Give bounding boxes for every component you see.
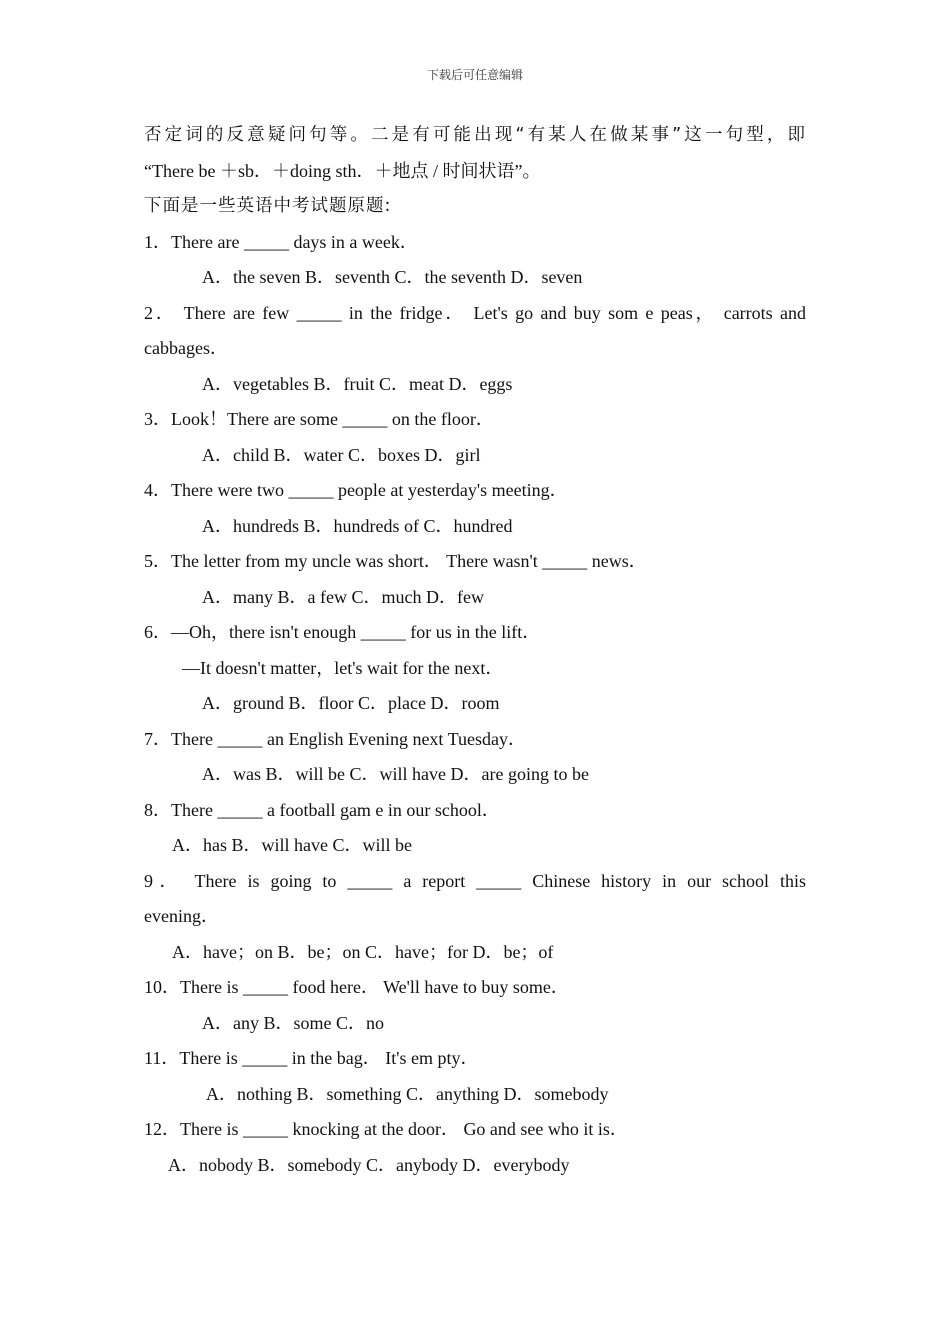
- question-2-stem: 2． There are few _____ in the fridge． Let's go and buy som e peas， carrots and: [144, 302, 806, 323]
- question-5-options: A．many B．a few C．much D．few: [202, 586, 484, 607]
- question-11-stem: 11．There is _____ in the bag． It's em pty．: [144, 1048, 479, 1068]
- question-10-options: A．any B．some C．no: [202, 1012, 384, 1033]
- question-3-options: A．child B．water C．boxes D．girl: [202, 444, 481, 465]
- question-11-options: A．nothing B．something C．anything D．somebody: [206, 1083, 609, 1104]
- question-2-stem-cont: cabbages．: [144, 338, 228, 358]
- intro-line-2: “There be ＋sb．＋doing sth．＋地点 / 时间状语”。: [144, 160, 541, 181]
- question-7-options: A．was B．will be C．will have D．are going to be: [202, 764, 589, 784]
- question-9-stem: 9． There is going to _____ a report _____ Chinese history in our school this: [144, 870, 806, 891]
- intro-line-1: 否定词的反意疑问句等。二是有可能出现“有某人在做某事”这一句型，即: [144, 125, 806, 145]
- question-12-options: A．nobody B．somebody C．anybody D．everybody: [168, 1154, 570, 1175]
- question-9-stem-cont: evening．: [144, 906, 219, 926]
- question-8-options: A．has B．will have C．will be: [172, 835, 412, 855]
- intro-line-3: 下面是一些英语中考试题原题:: [144, 196, 392, 216]
- question-6-stem: 6．—Oh，there isn't enough _____ for us in the lift．: [144, 622, 541, 642]
- question-5-stem: 5．The letter from my uncle was short． There wasn't _____ news．: [144, 551, 647, 571]
- question-1-stem: 1．There are _____ days in a week．: [144, 231, 418, 252]
- question-7-stem: 7．There _____ an English Evening next Tuesday．: [144, 728, 526, 749]
- question-12-stem: 12．There is _____ knocking at the door． Go and see who it is．: [144, 1119, 628, 1139]
- question-3-stem: 3．Look！There are some _____ on the floor．: [144, 409, 494, 429]
- question-4-stem: 4．There were two _____ people at yesterday's meeting．: [144, 480, 568, 500]
- question-10-stem: 10．There is _____ food here． We'll have to buy some．: [144, 977, 569, 997]
- question-8-stem: 8．There _____ a football gam e in our school．: [144, 799, 500, 820]
- document-body: [144, 118, 806, 1183]
- page-header: 下载后可任意编辑: [426, 68, 523, 82]
- question-1-options: A．the seven B．seventh C．the seventh D．seven: [202, 267, 583, 287]
- question-2-options: A．vegetables B．fruit C．meat D．eggs: [202, 373, 513, 394]
- question-9-options: A．have；on B．be；on C．have；for D．be；of: [172, 941, 554, 962]
- question-6-reply: —It doesn't matter，let's wait for the next．: [182, 657, 504, 678]
- question-4-options: A．hundreds B．hundreds of C．hundred: [202, 515, 513, 536]
- question-6-options: A．ground B．floor C．place D．room: [202, 693, 500, 713]
